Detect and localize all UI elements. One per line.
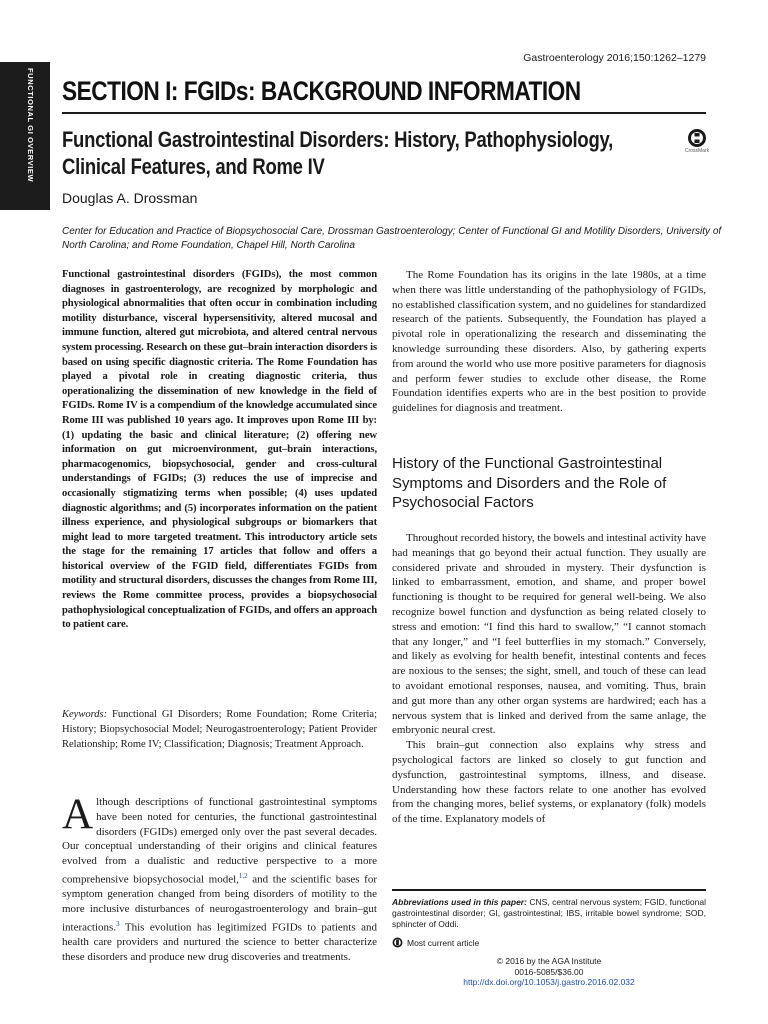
intro-left-column [62,791,377,965]
intro-text-1: lthough descriptions of functional gastrointestinal symptoms have been noted for centuries, the functional gastrointestinal disorders (FGIDs) emerged only over the past several decades. Our conceptual understanding of their origins and clinical features evolved from a dualistic and reductive perspective to a more comprehensive biopsychosocial model, [62,796,377,886]
reference-link[interactable]: 3 [116,920,120,929]
keywords-label: Keywords: [62,709,108,720]
keywords-text: Functional GI Disorders; Rome Foundation; Rome Criteria; History; Biopsychosocial Model; Neurogastroenterology; Patient Provider Relationship; Rome IV; Classification; Diagnosis; Treatment Approach. [62,709,378,750]
crossmark-badge[interactable] [682,128,712,154]
most-current-article[interactable] [392,937,479,948]
intro-right-column [392,268,706,416]
history-paragraph-2: This brain–gut connection also explains why stress and psychological factors are linked so closely to gut function and dysfunction, gastrointestinal symptoms, illness, and disease. Understanding how these factors relate to one another has evolved from the changing mores, belief systems, or explanatory (folk) models of the time. Explanatory models of [392,739,706,826]
section-heading: History of the Functional Gastrointestinal Symptoms and Disorders and the Role of Psychosocial Factors [392,455,667,511]
section-title: SECTION I: FGIDs: BACKGROUND INFORMATION [62,76,581,106]
section-side-tab [0,62,50,210]
most-current-label: Most current article [407,937,480,948]
reference-link[interactable]: 1,2 [238,871,248,880]
copyright-block [392,956,706,988]
abstract-text: Functional gastrointestinal disorders (FGIDs), the most common diagnoses in gastroenterology, are recognized by morphologic and physiological abnormalities that often occur in combination including motility disturbance, visceral hypersensitivity, altered mucosal and immune function, altered gut microbiota, and altered central nervous system processing. Research on these gut–brain interaction disorders is based on using specific diagnostic criteria. The Rome Foundation has played a pivotal role in creating diagnostic criteria, thus operationalizing the dissemination of new knowledge in the field of FGIDs. Rome IV is a compendium of the knowledge accumulated since Rome III was published 10 years ago. It improves upon Rome III by: (1) updating the basic and clinical literature; (2) offering new information on gut microenvironment, gut–brain interactions, pharmacogenomics, biopsychosocial, gender and cross-cultural understandings of FGIDs; (3) reduces the use of imprecise and occasionally stigmatizing terms when possible; (4) uses updated diagnostic algorithms; and (5) incorporates information on the patient illness experience, and physiological subgroups or biomarkers that might lead to more targeted treatment. This introductory article sets the stage for the remaining 17 articles that follow and offers a historical overview of the FGID field, differentiates FGIDs from motility and structural disorders, discusses the changes from Rome III, reviews the Rome committee process, provides a biopsychosocial pathophysiological conceptualization of FGIDs, and offers an approach to patient care. [62,269,377,631]
crossmark-label: CrossMark [684,148,710,154]
crossmark-small-icon [392,937,403,948]
article-title: Functional Gastrointestinal Disorders: History, Pathophysiology, Clinical Features, and Rome IV [62,127,614,179]
abbreviations-text: CNS, central nervous system; FGID, functional gastrointestinal disorder; GI, gastrointestinal; IBS, irritable bowel syndrome; SOD, sphincter of Oddi. [392,897,706,929]
doi-link[interactable]: http://dx.doi.org/10.1053/j.gastro.2016.02.032 [463,977,635,987]
title-rule [62,112,706,114]
drop-cap: A [62,791,94,838]
rome-foundation-paragraph: The Rome Foundation has its origins in the late 1980s, at a time when there was little understanding of the pathophysiology of FGIDs, no established classification system, and no guidelines for standardized research of the patients. Subsequently, the Foundation has played a pivotal role in operationalizing the research and disseminating the knowledge surrounding these disorders. Also, by gathering experts from around the world who use more positive parameters for diagnosis and perform fewer studies to exclude other disease, the Rome Foundation identifies experts who are in the best position to provide guidelines for diagnosis and treatment. [392,269,706,415]
abbreviations-label: Abbreviations used in this paper: [392,897,527,907]
footnote-rule [392,889,706,891]
author-name: Douglas A. Drossman [62,190,198,206]
intro-text-3: This evolution has legitimized FGIDs to patients and health care providers and nurtured the science to better characterize these disorders and produce new drug discoveries and treatments. [62,921,377,964]
history-body [392,531,706,827]
crossmark-icon [687,128,707,148]
intro-paragraph [62,791,377,965]
side-tab-label: FUNCTIONAL GI OVERVIEW [26,68,35,183]
abbreviations-footnote [392,897,706,930]
issn-text: 0016-5085/$36.00 [514,966,584,977]
journal-citation: Gastroenterology 2016;150:1262–1279 [523,52,706,64]
copyright-text: © 2016 by the AGA Institute [496,956,602,966]
keywords [62,707,377,752]
intro-text-2: and the scientific bases for symptom generation changed from being disorders of motility to the more inclusive disturbances of neurogastroenterology and brain–gut interactions. [62,873,377,934]
author-affiliation: Center for Education and Practice of Biopsychosocial Care, Drossman Gastroenterology; Center of Functional GI and Motility Disorders, University of North Carolina; and Rome Foundation, Chapel Hill, North Carolina [62,226,722,251]
abstract [62,268,377,633]
history-paragraph-1: Throughout recorded history, the bowels and intestinal activity have had meanings that go beyond their actual function. They usually are considered private and shrouded in mystery. Their dysfunction is linked to embarrassment, emotion, and shame, and proper bowel functioning is thought to be required for general well-being. We also recognize bowel function and dysfunction as being related closely to stress and emotion: “I find this hard to swallow,” “I cannot stomach that any longer,” and “I feel butterflies in my stomach.” Conversely, and likely as evolving for health benefit, intestinal contents and feces are noxious to the senses; the sight, smell, and touch of these can lead to avoidant emotional responses, nausea, and vomiting. Thus, brain and gut more than any other organ systems are hardwired; each has a nervous system that is linked and derived from the same anlage, the embryonic neural crest. [392,532,706,737]
